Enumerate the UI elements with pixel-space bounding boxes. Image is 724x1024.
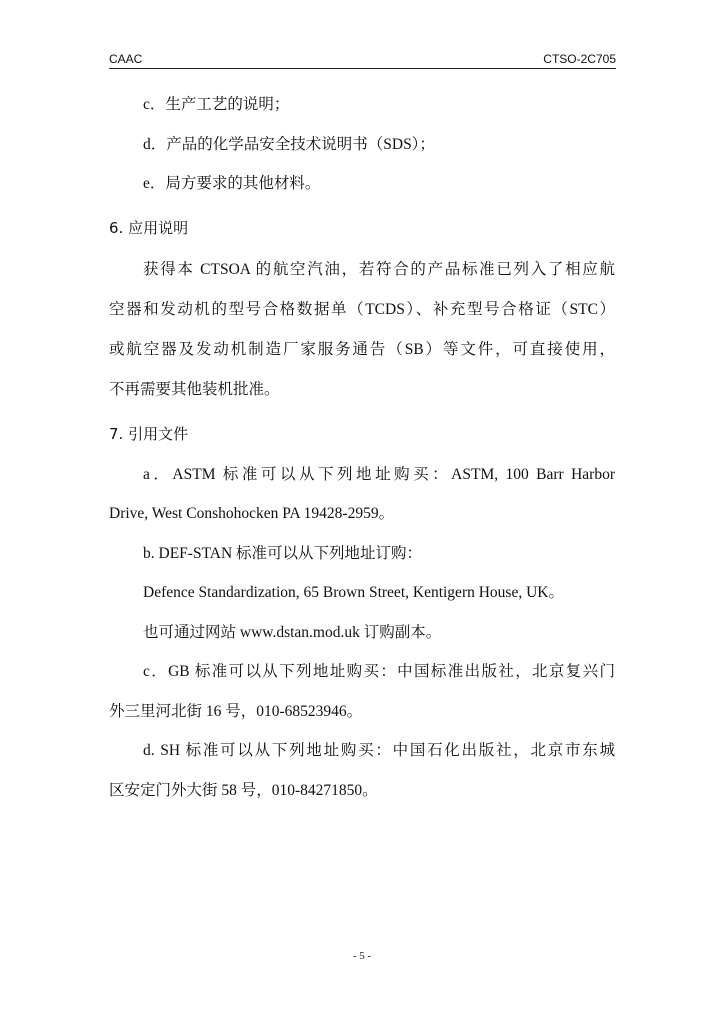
header-left-label: CAAC bbox=[109, 52, 143, 66]
section-6-paragraph-line: 获得本 CTSOA 的航空汽油，若符合的产品标准已列入了相应航 bbox=[143, 261, 615, 278]
reference-b-line: Defence Standardization, 65 Brown Street, Kentigern House, UK。 bbox=[143, 584, 564, 601]
reference-c-line: c．GB 标准可以从下列地址购买：中国标准出版社，北京复兴门 bbox=[143, 663, 615, 680]
reference-d-line: 区安定门外大街 58 号，010-84271850。 bbox=[109, 782, 378, 799]
section-6-paragraph-line: 不再需要其他装机批准。 bbox=[109, 381, 280, 398]
reference-b-line: 也可通过网站 www.dstan.mod.uk 订购副本。 bbox=[143, 624, 442, 641]
reference-d-line: d. SH 标准可以从下列地址购买：中国石化出版社，北京市东城 bbox=[143, 742, 615, 759]
section-6-paragraph-line: 或航空器及发动机制造厂家服务通告（SB）等文件，可直接使用， bbox=[109, 341, 615, 358]
page-header bbox=[109, 50, 616, 69]
reference-a-line: a．ASTM 标准可以从下列地址购买：ASTM, 100 Barr Harbor bbox=[143, 466, 615, 483]
section-7-heading: 7. 引用文件 bbox=[109, 425, 189, 443]
section-6-paragraph-line: 空器和发动机的型号合格数据单（TCDS）、补充型号合格证（STC） bbox=[109, 301, 615, 318]
list-item-c: c．生产工艺的说明； bbox=[143, 96, 290, 113]
reference-c-line: 外三里河北街 16 号，010-68523946。 bbox=[109, 703, 363, 720]
page-number: - 5 - bbox=[352, 950, 372, 962]
header-right-label: CTSO-2C705 bbox=[543, 52, 616, 66]
list-item-d: d．产品的化学品安全技术说明书（SDS）； bbox=[143, 136, 435, 153]
section-6-heading: 6. 应用说明 bbox=[109, 219, 189, 237]
reference-b-line: b. DEF-STAN 标准可以从下列地址订购： bbox=[143, 545, 423, 562]
reference-a-line: Drive, West Conshohocken PA 19428-2959。 bbox=[109, 505, 395, 522]
list-item-e: e．局方要求的其他材料。 bbox=[143, 175, 321, 192]
